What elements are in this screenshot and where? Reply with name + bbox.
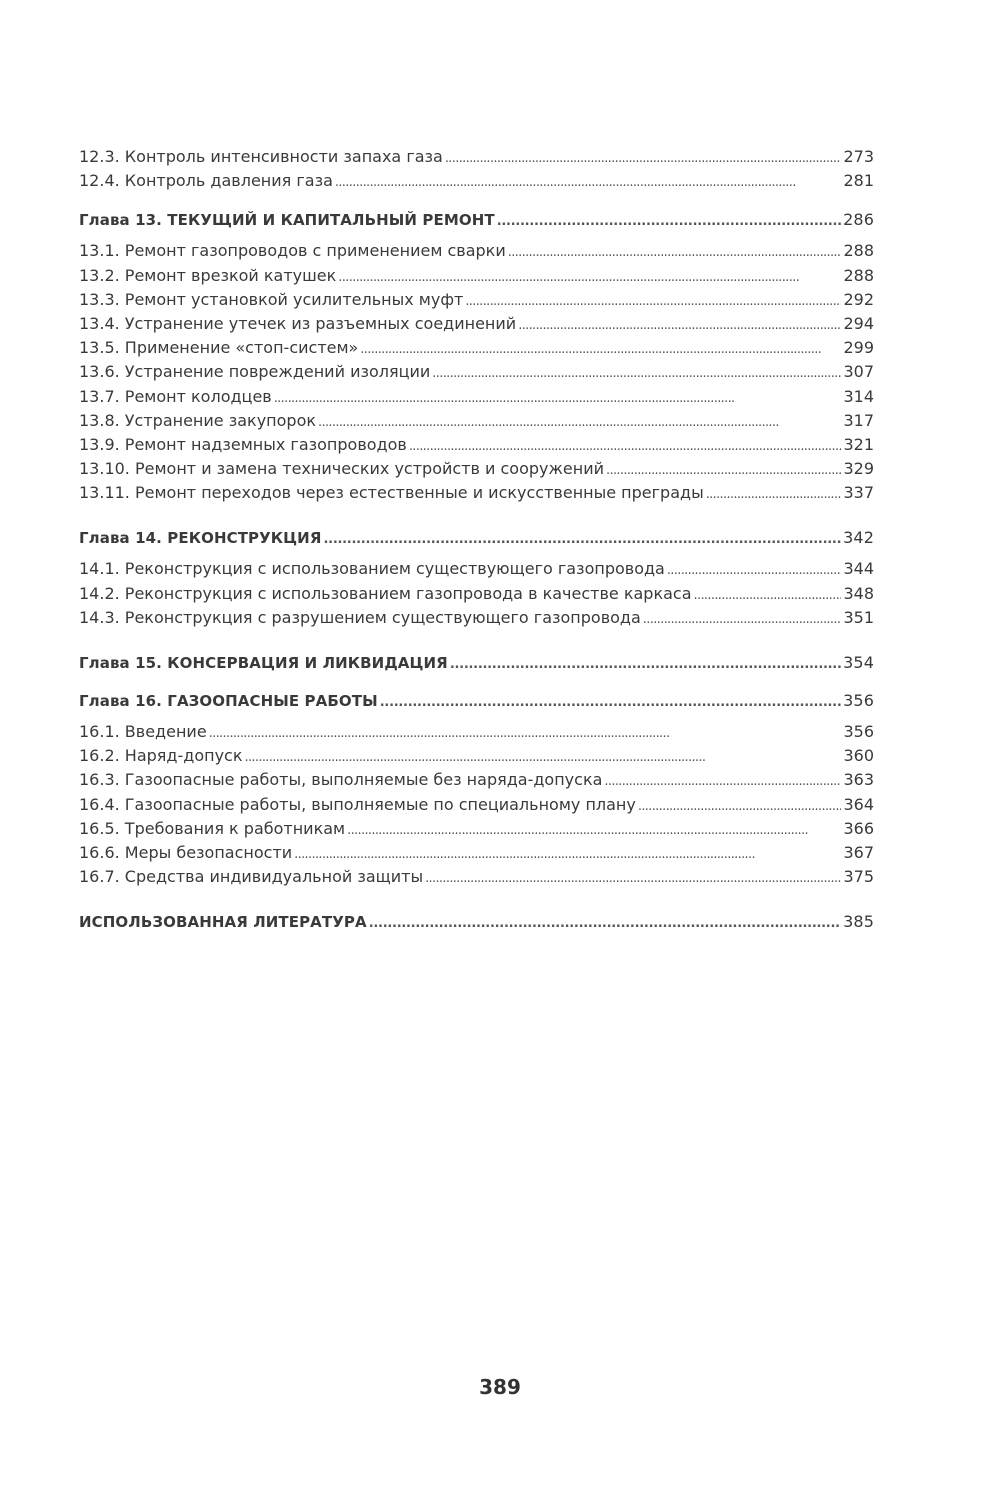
toc-entry[interactable]: [79, 481, 874, 505]
toc-entry[interactable]: [79, 865, 874, 889]
toc-entry[interactable]: [79, 288, 874, 312]
toc-leader-dots: [606, 457, 841, 483]
table-of-contents: [79, 145, 874, 955]
toc-entry-title: 14.2. Реконструкция с использованием газопровода в качестве каркаса: [79, 583, 692, 603]
toc-chapter-title: Глава 15. КОНСЕРВАЦИЯ И ЛИКВИДАЦИЯ: [79, 654, 448, 672]
toc-entry-page: 337: [843, 483, 874, 503]
toc-chapter-title: Глава 16. ГАЗООПАСНЫЕ РАБОТЫ: [79, 692, 378, 710]
toc-entry[interactable]: [79, 336, 874, 360]
toc-entry-page: 375: [843, 867, 874, 887]
toc-entry-title: 16.6. Меры безопасности: [79, 842, 293, 862]
toc-leader-dots: [497, 207, 841, 235]
toc-leader-dots: [274, 385, 842, 411]
toc-leader-dots: [604, 768, 841, 794]
toc-entry-title: 16.1. Введение: [79, 722, 207, 741]
toc-entry-page: 288: [843, 241, 874, 261]
toc-entry-title: 16.5. Требования к работникам: [79, 818, 346, 838]
toc-entry-title: 13.3. Ремонт установкой усилительных муфт: [79, 289, 464, 309]
toc-leader-dots: [667, 557, 842, 583]
toc-leader-dots: [638, 793, 842, 819]
toc-entry-page: 367: [843, 842, 874, 862]
toc-entry-page: 281: [843, 171, 874, 191]
toc-group-chapter-15: [79, 650, 874, 676]
toc-leader-dots: [425, 865, 841, 891]
toc-entry-title: 16.7. Средства индивидуальной защиты: [79, 867, 424, 887]
toc-references-page: 385: [843, 912, 874, 932]
toc-chapter-heading[interactable]: [79, 525, 874, 551]
toc-chapter-heading[interactable]: [79, 650, 874, 676]
toc-entry-page: 366: [843, 818, 874, 838]
toc-leader-dots: [409, 433, 842, 459]
toc-chapter-page: 342: [843, 528, 874, 548]
toc-references-heading[interactable]: [79, 909, 874, 935]
toc-leader-dots: [445, 145, 842, 171]
toc-group-chapter-13: [79, 207, 874, 505]
toc-entry-page: 348: [843, 583, 874, 603]
toc-entry[interactable]: [79, 841, 874, 865]
toc-leader-dots: [209, 720, 842, 746]
toc-references-title: ИСПОЛЬЗОВАННАЯ ЛИТЕРАТУРА: [79, 913, 367, 932]
toc-entry-title: 14.1. Реконструкция с использованием существующего газопровода: [79, 559, 665, 579]
toc-entry[interactable]: [79, 169, 874, 193]
toc-leader-dots: [323, 525, 841, 553]
toc-entry[interactable]: [79, 239, 874, 263]
toc-leader-dots: [380, 688, 841, 716]
toc-entry-title: 13.6. Устранение повреждений изоляции: [79, 362, 431, 382]
toc-entry[interactable]: [79, 606, 874, 630]
toc-entry[interactable]: [79, 264, 874, 288]
toc-entry[interactable]: [79, 744, 874, 768]
toc-entry-title: 16.2. Наряд-допуск: [79, 746, 243, 766]
toc-entry[interactable]: [79, 557, 874, 581]
toc-entry-title: 13.2. Ремонт врезкой катушек: [79, 265, 337, 285]
toc-leader-dots: [245, 744, 842, 770]
toc-entry-page: 294: [843, 313, 874, 333]
toc-group-references: [79, 909, 874, 935]
toc-chapter-page: 354: [843, 653, 874, 672]
toc-entry[interactable]: [79, 457, 874, 481]
toc-leader-dots: [706, 481, 842, 507]
toc-entry[interactable]: [79, 433, 874, 457]
toc-entry-page: 364: [843, 794, 874, 814]
toc-leader-dots: [318, 409, 841, 435]
toc-entry[interactable]: [79, 360, 874, 384]
toc-leader-dots: [518, 312, 841, 338]
toc-chapter-heading[interactable]: [79, 688, 874, 714]
toc-entry-title: 13.5. Применение «стоп-систем»: [79, 338, 359, 358]
toc-entry-page: 329: [843, 459, 874, 479]
toc-entry[interactable]: [79, 582, 874, 606]
toc-entry-title: 14.3. Реконструкция с разрушением существующего газопровода: [79, 607, 641, 627]
toc-entry-title: 12.4. Контроль давления газа: [79, 171, 333, 191]
toc-chapter-page: 356: [843, 691, 874, 710]
toc-entry-page: 292: [843, 289, 874, 309]
toc-leader-dots: [694, 582, 842, 608]
toc-entry-page: 344: [843, 559, 874, 579]
toc-entry-page: 356: [843, 722, 874, 741]
toc-entry[interactable]: [79, 793, 874, 817]
toc-entry-page: 314: [843, 386, 874, 406]
toc-entry-title: 13.10. Ремонт и замена технических устройств и сооружений: [79, 459, 605, 479]
toc-entry[interactable]: [79, 409, 874, 433]
toc-entry-title: 13.4. Устранение утечек из разъемных соединений: [79, 313, 517, 333]
toc-group-chapter-14: [79, 525, 874, 630]
toc-entry-page: 273: [843, 147, 874, 166]
toc-entry-page: 360: [843, 746, 874, 766]
toc-entry[interactable]: [79, 817, 874, 841]
toc-leader-dots: [347, 817, 841, 843]
toc-chapter-page: 286: [843, 210, 874, 230]
toc-chapter-title: Глава 13. ТЕКУЩИЙ И КАПИТАЛЬНЫЙ РЕМОНТ: [79, 211, 495, 230]
toc-entry[interactable]: [79, 385, 874, 409]
toc-entry[interactable]: [79, 312, 874, 336]
toc-entry-page: 288: [843, 265, 874, 285]
page-number: 389: [479, 1375, 521, 1399]
toc-leader-dots: [360, 336, 841, 362]
toc-entry-page: 317: [843, 410, 874, 430]
toc-leader-dots: [465, 288, 841, 314]
toc-entry-title: 13.7. Ремонт колодцев: [79, 386, 272, 406]
toc-leader-dots: [335, 169, 842, 195]
toc-entry-title: 13.9. Ремонт надземных газопроводов: [79, 434, 407, 454]
toc-leader-dots: [643, 606, 842, 632]
toc-group-chapter-16: [79, 688, 874, 889]
toc-entry-page: 351: [843, 607, 874, 627]
toc-leader-dots: [450, 650, 841, 678]
toc-entry-title: 13.8. Устранение закупорок: [79, 410, 317, 430]
toc-entry-page: 307: [843, 362, 874, 382]
toc-entry-title: 16.4. Газоопасные работы, выполняемые по специальному плану: [79, 794, 636, 814]
toc-chapter-heading[interactable]: [79, 207, 874, 233]
toc-entry-title: 13.11. Ремонт переходов через естественные и искусственные преграды: [79, 483, 704, 503]
toc-leader-dots: [369, 909, 841, 937]
toc-entry-page: 363: [843, 770, 874, 790]
toc-entry[interactable]: [79, 768, 874, 792]
toc-entry[interactable]: [79, 720, 874, 744]
toc-entry-title: 16.3. Газоопасные работы, выполняемые без наряда-допуска: [79, 770, 603, 790]
toc-leader-dots: [294, 841, 841, 867]
toc-entry-title: 13.1. Ремонт газопроводов с применением сварки: [79, 241, 506, 261]
toc-leader-dots: [508, 239, 842, 265]
toc-leader-dots: [338, 264, 841, 290]
toc-chapter-title: Глава 14. РЕКОНСТРУКЦИЯ: [79, 529, 322, 548]
toc-entry[interactable]: [79, 145, 874, 169]
toc-group-section-12: [79, 145, 874, 193]
toc-leader-dots: [432, 360, 841, 386]
toc-entry-page: 321: [843, 434, 874, 454]
toc-entry-title: 12.3. Контроль интенсивности запаха газа: [79, 147, 443, 166]
toc-entry-page: 299: [843, 338, 874, 358]
